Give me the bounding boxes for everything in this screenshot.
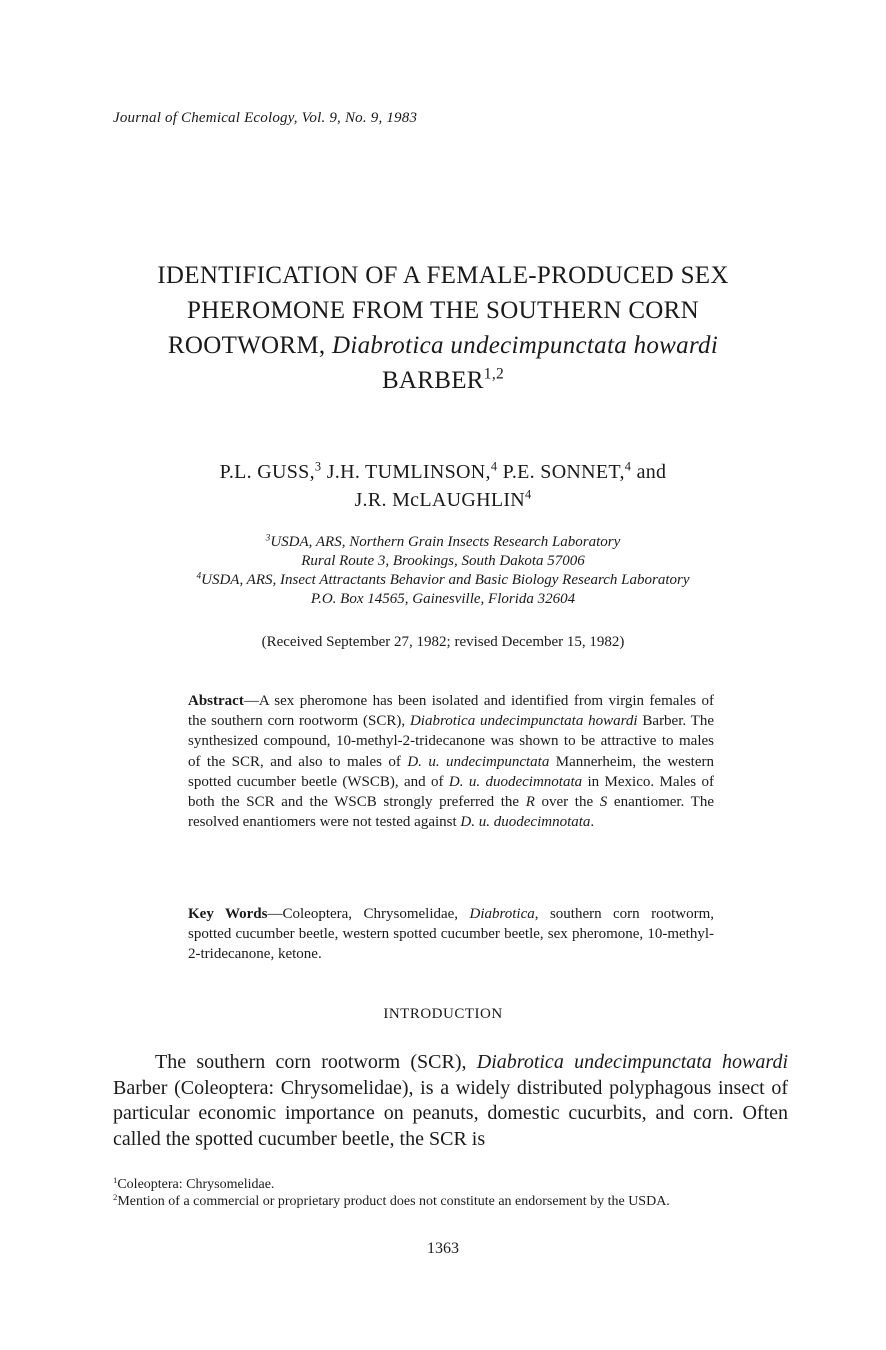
author-affil-ref: 4	[490, 459, 498, 474]
affiliation-line	[60, 533, 826, 552]
affiliation-line	[60, 571, 826, 590]
affiliation-line: Rural Route 3, Brookings, South Dakota 57006	[301, 553, 585, 569]
title-line	[100, 363, 786, 398]
title-species: Diabrotica undecimpunctata howardi	[332, 332, 719, 359]
footnote-text: Mention of a commercial or proprietary product does not constitute an endorsement by the USDA.	[117, 1194, 670, 1209]
author-line	[100, 458, 786, 486]
title-line: IDENTIFICATION OF A FEMALE-PRODUCED SEX	[157, 262, 729, 289]
author-affil-ref: 3	[314, 459, 322, 474]
footnote-marker: 1	[113, 1174, 118, 1185]
key-words-label: Key Words	[188, 906, 268, 922]
abstract: Abstract—A sex pheromone has been isolated and identified from virgin females of the southern corn rootworm (SCR), Diabrotica undecimpunctata howardi Barber. The synthesized compound, 10-methyl-2-tridecanone was shown to be attractive to males of the SCR, and also to males of D. u. undecimpunctata Mannerheim, the western spotted cucumber beetle (WSCB), and of D. u. duodecimnotata in Mexico. Males of both the SCR and the WSCB strongly preferred the R over the S enantiomer. The resolved enantiomers were not tested against D. u. duodecimnotata.	[188, 693, 715, 831]
affiliation-text: USDA, ARS, Insect Attractants Behavior and Basic Biology Research Laboratory	[201, 572, 690, 588]
author-conjunction: and	[631, 461, 667, 483]
footnote	[113, 1193, 788, 1210]
author: P.L. GUSS,	[219, 461, 315, 483]
author: J.R. McLAUGHLIN	[354, 489, 526, 511]
title-line: PHEROMONE FROM THE SOUTHERN CORN	[187, 297, 699, 324]
author-affil-ref: 4	[525, 487, 532, 502]
author-line	[100, 486, 786, 514]
key-words: Key Words—Coleoptera, Chrysomelidae, Diabrotica, southern corn rootworm, spotted cucumber beetle, western spotted cucumber beetle, sex pheromone, 10-methyl-2-tridecanone, ketone.	[188, 906, 715, 963]
title-text: BARBER	[381, 367, 484, 394]
affiliation-text: USDA, ARS, Northern Grain Insects Research Laboratory	[270, 534, 621, 550]
page-number: 1363	[427, 1240, 459, 1257]
author: P.E. SONNET,	[497, 461, 625, 483]
affiliations	[60, 533, 826, 609]
intro-paragraph: The southern corn rootworm (SCR), Diabrotica undecimpunctata howardi Barber (Coleoptera: Chrysomelidae), is a widely distributed polyphagous insect of particular economic importance on peanuts, domestic cucurbits, and corn. Often called the spotted cucumber beetle, the SCR is	[113, 1051, 788, 1150]
received-dates: (Received September 27, 1982; revised December 15, 1982)	[261, 634, 625, 650]
article-title	[100, 258, 786, 398]
footnote-marker: 2	[113, 1191, 118, 1202]
affiliation-marker: 4	[196, 571, 202, 582]
title-text: ROOTWORM,	[167, 332, 332, 359]
footnote-text: Coleoptera: Chrysomelidae.	[117, 1177, 275, 1192]
author-list	[100, 458, 786, 514]
author-affil-ref: 4	[624, 459, 632, 474]
affiliation-marker: 3	[265, 533, 271, 544]
section-heading: INTRODUCTION	[383, 1006, 503, 1022]
footnotes	[113, 1176, 788, 1210]
affiliation-line: P.O. Box 14565, Gainesville, Florida 32604	[310, 591, 576, 607]
author: J.H. TUMLINSON,	[321, 461, 491, 483]
footnote	[113, 1176, 788, 1193]
title-footnote-ref: 1,2	[483, 365, 505, 383]
abstract-label: Abstract	[188, 693, 244, 709]
journal-header: Journal of Chemical Ecology, Vol. 9, No. 9, 1983	[113, 110, 418, 126]
title-line	[100, 328, 786, 363]
